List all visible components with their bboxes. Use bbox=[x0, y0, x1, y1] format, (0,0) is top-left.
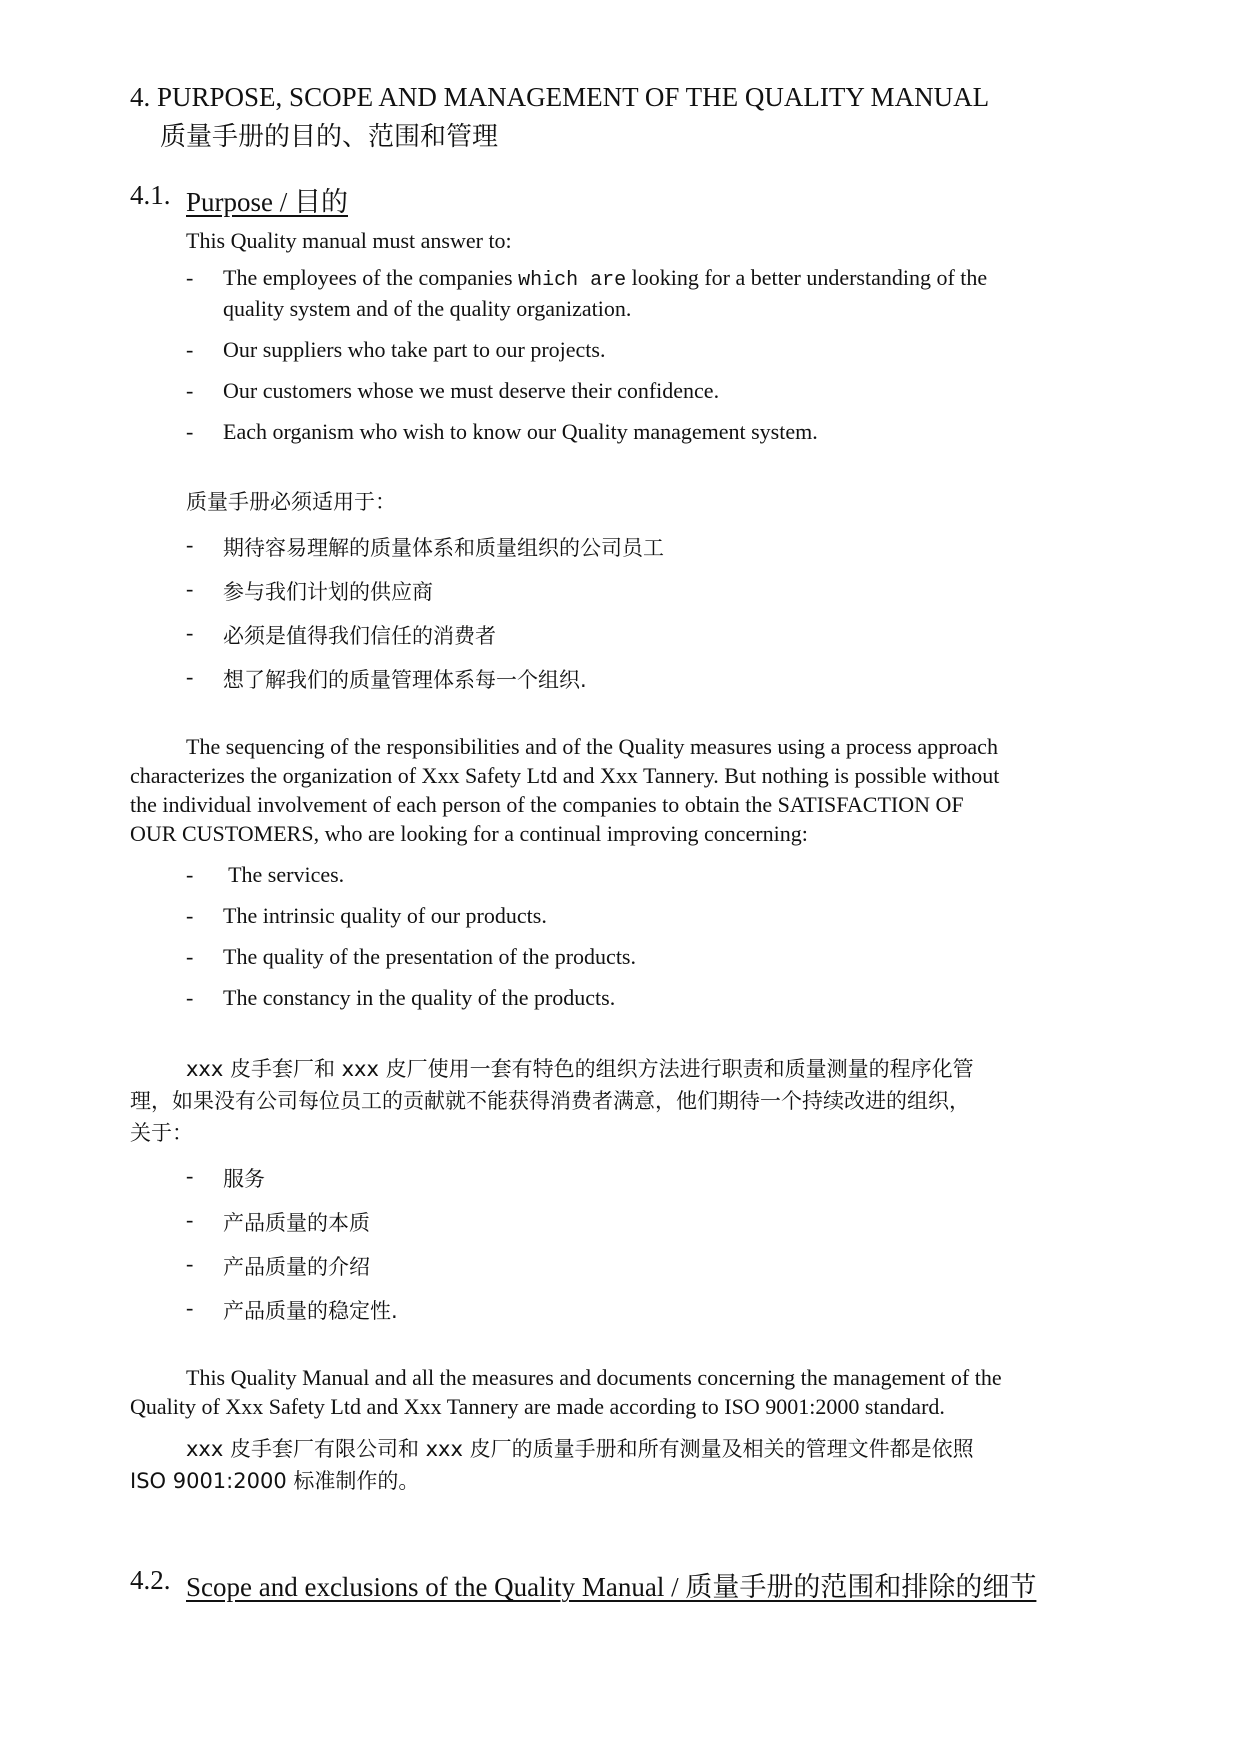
intro-text-cn: 质量手册必须适用于： bbox=[186, 490, 396, 514]
bullet-dash: - bbox=[186, 337, 194, 362]
subsection-heading-purpose: Purpose / 目的 bbox=[186, 187, 348, 217]
bullet-dash: - bbox=[186, 1207, 194, 1232]
bullet-dash: - bbox=[186, 419, 194, 444]
list-item: Our suppliers who take part to our projects. bbox=[223, 337, 606, 362]
paragraph-line: This Quality Manual and all the measures and documents concerning the management of the bbox=[186, 1365, 1002, 1390]
paragraph-line: 理，如果没有公司每位员工的贡献就不能获得消费者满意，他们期待一个持续改进的组织， bbox=[130, 1089, 970, 1113]
list-item bbox=[223, 265, 987, 292]
section-title-en: 4. PURPOSE, SCOPE AND MANAGEMENT OF THE QUALITY MANUAL bbox=[130, 82, 990, 112]
paragraph-line: xxx 皮手套厂和 xxx 皮厂使用一套有特色的组织方法进行职责和质量测量的程序化管 bbox=[186, 1057, 974, 1081]
list-item-mono-text: which are bbox=[518, 269, 627, 292]
paragraph-line: the individual involvement of each person of the companies to obtain the SATISFACTION OF bbox=[130, 792, 964, 817]
paragraph-line: ISO 9001:2000 标准制作的。 bbox=[130, 1469, 420, 1493]
list-item: The quality of the presentation of the products. bbox=[223, 944, 636, 969]
list-item: 服务 bbox=[223, 1167, 265, 1191]
subsection-number: 4.1. bbox=[130, 180, 171, 210]
list-item: 想了解我们的质量管理体系每一个组织. bbox=[223, 668, 587, 692]
bullet-dash: - bbox=[186, 664, 194, 689]
paragraph-line: characterizes the organization of Xxx Safety Ltd and Xxx Tannery. But nothing is possible without bbox=[130, 763, 1000, 788]
bullet-dash: - bbox=[186, 944, 194, 969]
bullet-dash: - bbox=[186, 862, 194, 887]
bullet-dash: - bbox=[186, 903, 194, 928]
subsection-heading-scope: Scope and exclusions of the Quality Manual / 质量手册的范围和排除的细节 bbox=[186, 1572, 1037, 1602]
list-item: 产品质量的介绍 bbox=[223, 1255, 370, 1279]
bullet-dash: - bbox=[186, 576, 194, 601]
paragraph-line: Quality of Xxx Safety Ltd and Xxx Tannery are made according to ISO 9001:2000 standard. bbox=[130, 1394, 945, 1419]
list-item: 产品质量的稳定性. bbox=[223, 1299, 398, 1323]
bullet-dash: - bbox=[186, 1163, 194, 1188]
list-item: The intrinsic quality of our products. bbox=[223, 903, 547, 928]
list-item: The services. bbox=[223, 862, 345, 887]
bullet-dash: - bbox=[186, 985, 194, 1010]
paragraph-line: xxx 皮手套厂有限公司和 xxx 皮厂的质量手册和所有测量及相关的管理文件都是依照 bbox=[186, 1437, 974, 1461]
list-item: 必须是值得我们信任的消费者 bbox=[223, 624, 496, 648]
list-item-text: The employees of the companies bbox=[223, 265, 519, 290]
bullet-dash: - bbox=[186, 532, 194, 557]
bullet-dash: - bbox=[186, 620, 194, 645]
subsection-number: 4.2. bbox=[130, 1565, 171, 1595]
section-title-cn: 质量手册的目的、范围和管理 bbox=[160, 122, 499, 152]
list-item: 产品质量的本质 bbox=[223, 1211, 370, 1235]
list-item-text: looking for a better understanding of the bbox=[626, 265, 988, 290]
list-item: Our customers whose we must deserve their confidence. bbox=[223, 378, 720, 403]
bullet-dash: - bbox=[186, 1295, 194, 1320]
intro-text-en: This Quality manual must answer to: bbox=[186, 228, 512, 253]
bullet-dash: - bbox=[186, 265, 194, 290]
list-item: 参与我们计划的供应商 bbox=[223, 580, 433, 604]
paragraph-line: OUR CUSTOMERS, who are looking for a continual improving concerning: bbox=[130, 821, 808, 846]
list-item: Each organism who wish to know our Quality management system. bbox=[223, 419, 818, 444]
list-item-continuation: quality system and of the quality organization. bbox=[223, 296, 632, 321]
list-item: The constancy in the quality of the products. bbox=[223, 985, 616, 1010]
paragraph-line: 关于： bbox=[130, 1121, 193, 1145]
bullet-dash: - bbox=[186, 1251, 194, 1276]
paragraph-line: The sequencing of the responsibilities and of the Quality measures using a process approach bbox=[186, 734, 998, 759]
list-item: 期待容易理解的质量体系和质量组织的公司员工 bbox=[223, 536, 664, 560]
bullet-dash: - bbox=[186, 378, 194, 403]
